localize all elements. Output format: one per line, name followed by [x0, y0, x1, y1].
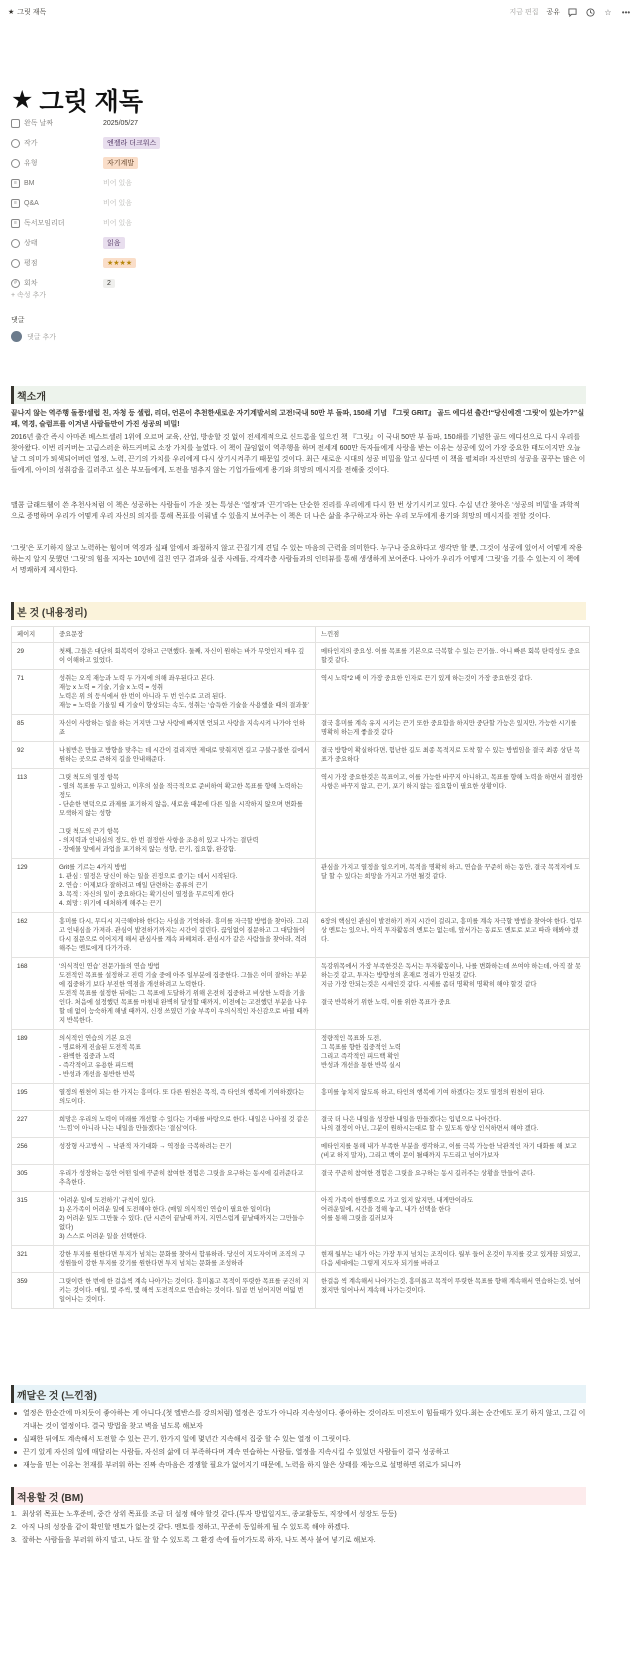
table-row — [12, 1192, 590, 1246]
comment-input-row[interactable] — [11, 331, 56, 342]
list-item — [11, 1459, 591, 1472]
property-value[interactable] — [103, 218, 132, 228]
top-bar — [0, 0, 640, 24]
page-cell[interactable]: 305 — [12, 1165, 54, 1192]
table-row — [12, 769, 590, 859]
property-label — [11, 138, 103, 148]
quote-cell[interactable]: 우리가 성장하는 동안 어떤 일에 꾸준히 참여한 경험은 그릿을 요구하는 동시에 길러준다고 추측한다. — [54, 1165, 316, 1192]
reflection-cell[interactable]: 결국 꾸준히 참여한 경험은 그릿을 요구하는 동시 길러주는 상황을 만들어 준다. — [316, 1165, 590, 1192]
reflection-cell[interactable]: 역시 노력*2 배 이 가장 중요한 인자로 끈기 있게 하는것이 가장 중요한것 같다. — [316, 670, 590, 715]
reflection-cell[interactable]: 결국 흥미를 계속 유지 시키는 끈기 또한 중요함을 하지만 중단할 가능은 있지만, 가능한 시기를 명확히 하는게 좋을것 같다 — [316, 715, 590, 742]
list-icon: ≡ — [11, 179, 20, 188]
comment-icon[interactable] — [566, 6, 578, 18]
quote-cell[interactable]: 자신이 사랑하는 일을 하는 거지만 그냥 사랑에 빠지면 언되고 사랑을 지속시켜 나가야 인하죠 — [54, 715, 316, 742]
reflection-cell[interactable]: 결국 더 나은 내일을 성장한 내일을 만들겠다는 입념으로 나아간다. 나의 결정이 아닌, 그분이 원하시는대로 할 수 있도록 항상 인식하면서 해야 겠다. — [316, 1111, 590, 1138]
property-row[interactable] — [11, 133, 611, 153]
page-cell[interactable]: 162 — [12, 913, 54, 958]
reflection-cell[interactable]: 독강위목에서 가장 부족한것은 독서는 투자활동이나, 나를 변화하는데 쓰여야 하는데, 아직 잘 못하는것 같고, 투자는 방향성의 혼재로 정리가 안된것 같다. 지금 가장 안되는것은 시세인것 같다. 시세를 좀더 명확히 명확히 해야 할것 같다 결국 반복하기 위한 노력, 이를 위한 목표가 중요 — [316, 958, 590, 1030]
property-label — [11, 218, 103, 228]
quote-cell[interactable]: 의식적인 연습의 기본 요건 - 명료하게 진술된 도전적 목표 - 완벽한 집중과 노력 - 즉각적이고 유용한 피드백 - 반성과 개선을 통반한 반복 — [54, 1030, 316, 1084]
quote-cell[interactable]: 성장형 사고방식 → 낙관적 자기대화 → 역경을 극복하려는 끈기 — [54, 1138, 316, 1165]
page-cell[interactable]: 189 — [12, 1030, 54, 1084]
list-item-text: 실패한 뒤에도 계속해서 도전할 수 있는 끈기, 한가지 일에 몇년간 지속해서 집중 할 수 있는 열정 이 그릿이다. — [23, 1436, 351, 1443]
property-label — [11, 179, 103, 188]
intro-para-1: 끝나지 않는 역주행 돌풍!셀럽 친, 자청 등 셀럽, 리더, 언론이 추천한새로운 자기계발서의 고전!국내 50만 부 돌파, 150쇄 기념 『그릿 GRIT』 골드 에디션 출간!“당신에겐 ‘그릿’이 있는가?”실패, 역경, 슬럼프를 이겨낸 사람들만이 가진 성공의 비밀! — [11, 410, 585, 428]
list-item-text: 끈기 있게 자신의 일에 매달리는 사람들, 자신의 삶에 더 부족하다며 계속 연습하는 사람들, 열정을 지속시킬 수 있었던 사람들이 결국 성공하고 — [23, 1449, 450, 1456]
col-header-reflection: 느낀점 — [316, 627, 590, 643]
table-row — [12, 1030, 590, 1084]
page-icon-small: ★ — [8, 9, 15, 16]
property-value-text: 비어 있음 — [103, 220, 132, 227]
reflection-cell[interactable]: 메타인지를 통해 내가 부족한 부분을 생각하고, 이를 극복 가능한 낙관적인 자기 대화를 해 보고(비교 하지 말자), 그리고 백이 문이 될때까지 두드리고 넘어가보자 — [316, 1138, 590, 1165]
list-item — [11, 1508, 591, 1521]
circle-icon — [11, 259, 20, 268]
property-value[interactable] — [103, 157, 138, 169]
table-row — [12, 670, 590, 715]
property-label — [11, 258, 103, 268]
section-heading-insights: 깨달은 것 (느낀점) — [11, 1385, 586, 1403]
list-item — [11, 1433, 591, 1446]
section-heading-quotes: 본 것 (내용정리) — [11, 602, 586, 620]
table-row — [12, 958, 590, 1030]
table-row — [12, 1273, 590, 1309]
hash-icon: # — [11, 279, 20, 288]
reflection-cell[interactable]: 정량적인 목표와 도전, 그 목표를 향한 집중적인 노력 그리고 즉각적인 피드백 확인 반성과 개선을 통한 반복 실시 — [316, 1030, 590, 1084]
property-value-text: 2025/05/27 — [103, 119, 139, 127]
breadcrumb[interactable] — [8, 7, 499, 17]
property-label — [11, 158, 103, 168]
clock-icon[interactable] — [584, 6, 596, 18]
property-label — [11, 118, 103, 128]
property-value[interactable] — [103, 137, 160, 149]
calendar-icon — [11, 119, 20, 128]
col-header-page: 페이지 — [12, 627, 54, 643]
table-row — [12, 742, 590, 769]
property-value[interactable] — [103, 178, 132, 188]
intro-para-2: 2016년 출간 즉시 아마존 베스트셀러 1위에 오르며 교육, 산업, 방송할 것 없이 전세계적으로 신드롬을 일으킨 책 『그릿』이 국내 50만 부 돌파, 150쇄를 기념한 골드 에디션으로 다시 우리를 찾아왔다. 이번 리커버는 고급스러운 하드커버로 소장 가치를 높였다. 이 책이 끊임없이 역주행을 하며 전세계 600만 독자들에게 사랑을 받는 이유는 성공에 있어 가장 중요한 태도이지만 오늘날 그 의미가 퇴색되어버린 열정, 노력, 끈기의 가치를 우리에게 다시 상기시켜주기 때문일 것이다. 최근 새로운 시대의 성공 비밀을 알고 싶다면 이 책을 펼쳐라! 자신만의 성공을 꿈꾸는 많은 이들에게, 아이의 성취감을 길러주고 싶은 부모들에게, 도전을 멈추지 않는 기업가들에게 용기와 희망의 메시지를 전해줄 것이다. — [11, 434, 586, 474]
quote-cell[interactable]: Grit를 기르는 4가지 방법 1. 관심 : 열정은 당신이 하는 일을 진정으로 즐기는 데서 시작된다. 2. 연습 : 어제보다 잘하려고 매일 단련하는 종류의 끈기 3. 목적 : 자신의 일이 중요하다는 확기신이 열정을 무르익게 한다 4. 희망 : 위기에 대처하게 해주는 끈기 — [54, 859, 316, 913]
property-row[interactable] — [11, 273, 611, 293]
table-row — [12, 913, 590, 958]
reflection-cell[interactable]: 역시 가장 중요한것은 목표이고, 이를 가능한 바꾸지 아니하고, 목표를 향해 노력을 하면서 결정한 사항은 바꾸지 않고, 끈기, 포기 하지 않는 집요함이 필요한 상황이다. — [316, 769, 590, 859]
person-icon — [11, 139, 20, 148]
star-icon[interactable]: ☆ — [604, 7, 612, 17]
quote-cell[interactable]: 성취는 오직 재능과 노력 두 가지에 의해 좌우된다고 본다. 재능 x 노력 = 기술, 기술 x 노력 = 성취 노력은 위 의 등식에서 한 번이 아니라 두 번 인수로 고려 된다. 재능 = 노력을 기울일 때 기술이 향상되는 속도, 성취는 ‘습득한 기술을 사용했을 때의 결과물’ — [54, 670, 316, 715]
intro-para-3: 맬콤 글래드웰이 쓴 추천사처럼 이 책은 성공하는 사람들이 가운 짓는 특성은 ‘열정’과 ‘끈기’라는 단순한 진리를 우리에게 다시 한 번 상기시키고 있다. 수십 년간 찾아온 ‘성공의 비밀’을 과학적으로 증명하며 우리가 어떻게 우리 자신의 의지를 통해 목표를 이뤄낼 수 있을지 보여주는 이 책은 더 나은 삶을 추구하고자 하는 우리 모두에게 용기와 희망의 메시지를 전할 것이다. — [11, 502, 580, 520]
property-value-text: ★★★★ — [103, 258, 136, 268]
table-row — [12, 1138, 590, 1165]
property-label — [11, 278, 103, 288]
list-item — [11, 1521, 591, 1534]
property-label-text: 상태 — [24, 240, 38, 247]
page-cell[interactable]: 71 — [12, 670, 54, 715]
insights-list — [11, 1407, 591, 1472]
page-cell[interactable]: 195 — [12, 1084, 54, 1111]
property-label-text: 유형 — [24, 160, 38, 167]
property-value-text: 읽음 — [103, 237, 125, 249]
comments-label: 댓글 — [11, 317, 25, 324]
property-row[interactable] — [11, 213, 611, 233]
quote-cell[interactable]: 희망은 우리의 노력이 미래를 개선할 수 있다는 기대를 바탕으로 한다. 내일은 나아질 것 같은 ‘느낌’이 아니라 나는 내일을 만들겠다는 ‘결심’이다. — [54, 1111, 316, 1138]
properties-panel — [11, 113, 611, 293]
reflection-cell[interactable]: 한걸음 씩 계속해서 나아가는것, 흥미롭고 목적이 뚜렷한 목표를 향해 계속해서 연습하는것, 넘어졌지만 일어나서 계속해 나가는것이다. — [316, 1273, 590, 1309]
bullet-icon — [14, 1438, 17, 1441]
list-number: 1. — [11, 1511, 17, 1518]
apply-list — [11, 1508, 591, 1547]
property-value-text: 자기계발 — [103, 157, 138, 169]
list-item-text: 잘하는 사람들을 부러워 하지 말고, 나도 잘 할 수 있도록 그 환경 속에 들어가도록 하자, 나도 복사 붙여 넣기로 해보자. — [21, 1537, 376, 1544]
property-value[interactable] — [103, 198, 132, 208]
col-header-quote: 중요문장 — [54, 627, 316, 643]
property-row[interactable] — [11, 233, 611, 253]
list-item-text: 재능을 믿는 이유는 천재를 부러워 하는 진짜 속마음은 경쟁할 필요가 없어지기 때문에, 노력을 하지 않은 상태를 재능으로 설명하면 위로가 되니까 — [23, 1462, 461, 1469]
quote-cell[interactable]: 열정의 원천이 되는 한 가지는 흥미다. 또 다른 원천은 목적, 즉 타인의 행복에 기여하겠다는 의도이다. — [54, 1084, 316, 1111]
circle-icon — [11, 239, 20, 248]
quote-cell[interactable]: 첫째, 그들은 대단히 회복력이 강하고 근면했다. 둘째, 자신이 원하는 바가 무엇인지 매우 깊이 이해하고 있었다. — [54, 643, 316, 670]
bullet-icon — [14, 1412, 17, 1415]
list-icon: ≡ — [11, 219, 20, 228]
page-title-text[interactable]: 그릿 재독 — [39, 88, 143, 116]
reflection-cell[interactable]: 관심을 가지고 열정을 일으키며, 목적을 명확히 하고, 연습을 꾸준히 하는 동안, 결국 목적지에 도달 할 수 있다는 희망을 가지고 가면 될것 같다. — [316, 859, 590, 913]
property-row[interactable] — [11, 173, 611, 193]
page-cell[interactable]: 315 — [12, 1192, 54, 1246]
page-cell[interactable]: 113 — [12, 769, 54, 859]
page-cell[interactable]: 29 — [12, 643, 54, 670]
quotes-table — [11, 626, 590, 1309]
property-row[interactable] — [11, 193, 611, 213]
property-value-text: 비어 있음 — [103, 180, 132, 187]
section-heading-intro: 책소개 — [11, 386, 586, 404]
bullet-icon — [14, 1451, 17, 1454]
property-label-text: BM — [24, 179, 35, 187]
breadcrumb-title[interactable]: 그릿 재독 — [17, 9, 47, 16]
property-value[interactable] — [103, 258, 136, 268]
property-value[interactable] — [103, 279, 115, 288]
edited-status: 지금 편집 — [509, 9, 539, 16]
list-item-text: 최상위 목표는 노후준비, 중간 상위 목표를 조금 더 설정 해야 할것 같다.(투자 방법일지도, 종교활동도, 직장에서 성장도 등등) — [21, 1511, 397, 1518]
reflection-cell[interactable]: 흥미를 놓치지 않도록 하고, 타인의 행복에 기여 하겠다는 것도 열정의 원천이 된다. — [316, 1084, 590, 1111]
list-icon: ≡ — [11, 199, 20, 208]
list-item — [11, 1534, 591, 1547]
page-cell[interactable]: 321 — [12, 1246, 54, 1273]
page-cell[interactable]: 85 — [12, 715, 54, 742]
property-row[interactable] — [11, 153, 611, 173]
quote-cell[interactable]: 그릿이란 한 번에 한 걸음씩 계속 나아가는 것이다. 흥미롭고 목적이 뚜렷한 목표를 굳건히 지키는 것이다. 매일, 몇 주씩, 몇 해씩 도전적으로 연습하는 것이다. 일곱 번 넘어지면 여덟 번 일어나는 것이다. — [54, 1273, 316, 1309]
page-cell[interactable]: 227 — [12, 1111, 54, 1138]
table-row — [12, 643, 590, 670]
table-header-row — [12, 627, 590, 643]
quote-cell[interactable]: 강한 투지를 원한다면 투지가 넘치는 문화를 찾아서 합류하라. 당신이 지도자이며 조직의 구성원들이 강한 투지를 갖기를 원한다면 투지 넘치는 문화를 조성하라 — [54, 1246, 316, 1273]
section-heading-apply: 적용할 것 (BM) — [11, 1487, 586, 1505]
quote-cell[interactable]: 흥미를 다시, 무디시 지극해야하 한다는 사실을 기억하라. 흥미를 자극할 방법을 찾아라. 그리고 인내심을 가져라. 관심이 발전하기까지는 시간이 걸린다. 끊임없이 질문하고 그 대답들이 다시 질문으로 이어지게 해서 관심사를 계속 파헤쳐라. 관심시가 같은 사람들을 찾아라, 격려해주는 멘토에게 다가가라. — [54, 913, 316, 958]
property-value[interactable] — [103, 120, 138, 127]
table-row — [12, 1246, 590, 1273]
property-row[interactable] — [11, 253, 611, 273]
list-item — [11, 1407, 591, 1433]
list-number: 3. — [11, 1537, 17, 1544]
list-item — [11, 1446, 591, 1459]
page-cell[interactable]: 92 — [12, 742, 54, 769]
page-cell[interactable]: 359 — [12, 1273, 54, 1309]
table-row — [12, 1111, 590, 1138]
property-label-text: 평점 — [24, 260, 38, 267]
comment-input[interactable]: 댓글 추가 — [27, 333, 56, 341]
table-row — [12, 1165, 590, 1192]
add-property-button[interactable]: + 속성 추가 — [11, 292, 47, 299]
page-star-icon: ★ — [11, 86, 34, 114]
property-label-text: 독서모임리더 — [24, 220, 65, 227]
property-label-text: 완독 날짜 — [24, 120, 53, 127]
property-value-text: 비어 있음 — [103, 200, 132, 207]
quote-cell[interactable]: ‘어려운 일에 도전하기’ 규칙이 있다. 1) 온가족이 어려운 일에 도전해야 한다. (매일 의식적인 연습이 필요한 일이다) 2) 어려운 일도 그만둘 수 있다. (단 시즌이 끝날때 까지, 지연스럽게 끝날때까지는 그만들수 없다) 3) 스스로 어려운 일을 선택한다. — [54, 1192, 316, 1246]
property-label — [11, 199, 103, 208]
list-number: 2. — [11, 1524, 17, 1531]
quote-cell[interactable]: 나침반은 만들고 방향을 맞추는 데 시간이 걸리지만 제대로 맞춰지면 길고 구불구불한 길에서 원하는 곳으로 큰하지 길을 안내해준다. — [54, 742, 316, 769]
property-label-text: Q&A — [24, 199, 39, 207]
page-cell[interactable]: 129 — [12, 859, 54, 913]
property-row[interactable] — [11, 113, 611, 133]
property-value-text: 엔젤라 더크워스 — [103, 137, 160, 149]
intro-para-4: ‘그릿’은 포기하지 않고 노력하는 힘이며 역경과 실패 앞에서 좌절하지 않고 끈질기게 견딜 수 있는 마음의 근력을 의미한다. 누구나 중요하다고 생각만 할 뿐, 그것이 성공에 있어서 어떻게 작용하는지 알지 못했던 ‘그릿’의 힘을 저자는 10년에 걸친 연구 결과와 실증 사례들, 각계각층 사람들과의 인터뷰를 통해 생생하게 보여준다. 나아가 우리가 어떻게 ‘그릿’을 기를 수 있는지 이 책에서 명쾌하게 제시한다. — [11, 545, 583, 574]
reflection-cell[interactable]: 메타인지의 중요성. 이를 목표를 기본으로 극복할 수 있는 끈기들.. 아니 빠른 회복 탄력성도 중요 할것 같다. — [316, 643, 590, 670]
property-value[interactable] — [103, 237, 125, 249]
share-button[interactable]: 공유 — [546, 9, 560, 16]
property-label-text: 회차 — [24, 280, 38, 287]
list-item-text: 열정은 한순간에 마치듯이 좋아하는 게 아니다.(첫 엘반스를 강의처럼) 열정은 강도가 아니라 지속성이다. 좋아하는 것이라도 미진도이 힘들때가 있다.최는 순간에도 포기 하지 않고, 그길 이겨내는 것이 열정이다. 결국 방법을 찾고 벽을 넘도록 해보자 — [23, 1410, 586, 1430]
reflection-cell[interactable]: 아직 가족이 한명뿐으로 가고 있지 않지만, 내게만이라도 어려운일에, 시간을 정해 놓고, 내가 선택을 한다 이를 통해 그릿을 길러보자 — [316, 1192, 590, 1246]
quote-cell[interactable]: 그릿 척도의 열정 항목 - 열의 목표를 두고 있하고, 이후의 설을 적극적으로 준비하여 확고한 목표를 향해 노력하는 정도 - 단순한 변덕으로 과제를 포기하지 않음, 새로움 때문에 다른 일을 시작하지 않으며 변화를 모색하지 않는 성향 그릿 척도의 끈기 항목 - 의지력과 인내심의 정도, 한 번 결정한 사항을 조용히 있고 나가는 결단력 - 장애물 앞에서 과업을 포기하지 않는 성향, 끈기, 집요함, 완강함. — [54, 769, 316, 859]
reflection-cell[interactable]: 6장의 핵심인 관심이 발전하기 까지 시간이 걸리고, 흥미를 계속 자극할 방법을 찾아야 한다. 업무상 멘토는 있으나, 아직 투자활동의 멘토는 없는데, 앞서가는 동료도 멘토로 보고 따라 해봐야 겠다. — [316, 913, 590, 958]
table-row — [12, 859, 590, 913]
list-item-text: 아직 나의 성장을 같이 확인할 멘토가 없는것 같다. 멘토를 정하고, 꾸준히 동일하게 될 수 있도록 해야 하겠다. — [21, 1524, 350, 1531]
page-cell[interactable]: 168 — [12, 958, 54, 1030]
reflection-cell[interactable]: 결국 방향이 확실하다면, 험난한 길도 최종 목적지로 도착 할 수 있는 방법임을 결국 최종 상단 목표가 중요하다 — [316, 742, 590, 769]
more-icon[interactable]: ••• — [621, 7, 631, 17]
table-row — [12, 1084, 590, 1111]
circle-icon — [11, 159, 20, 168]
avatar — [11, 331, 22, 342]
quote-cell[interactable]: ‘의식적인 연습’ 전문가들의 연습 방법 도전적인 목표를 설정하고 진력 기술 중에 아주 일부분에 집중한다. 그들은 이미 잘하는 부분에 집중하기 보다 부진한 역점을 개선하려고 노력한다. 도전적 목표를 설정한 뒤에는 그 목표에 도달하기 위해 온전히 집중하고 비상한 노력을 기울인다. 처음에 설정했던 목표를 마침내 완벽히 달성할 때까지, 이전에는 고전했던 부분을 나우할 데 없이 능숙하게 해낼 때까지, 신경 쓰였던 기술 부족이 우의식적인 자신감으로 바뀔 때까지 반복한다. — [54, 958, 316, 1030]
property-value-text: 2 — [103, 279, 115, 288]
bullet-icon — [14, 1464, 17, 1467]
reflection-cell[interactable]: 현재 월부는 내가 아는 가장 투지 넘치는 조직이다. 월부 들어 온것이 투지를 갖고 있게끔 되었고, 다음 세대에는 그렇게 지도자 되기를 바라고 — [316, 1246, 590, 1273]
property-label — [11, 238, 103, 248]
table-row — [12, 715, 590, 742]
page-cell[interactable]: 256 — [12, 1138, 54, 1165]
property-label-text: 작가 — [24, 140, 38, 147]
